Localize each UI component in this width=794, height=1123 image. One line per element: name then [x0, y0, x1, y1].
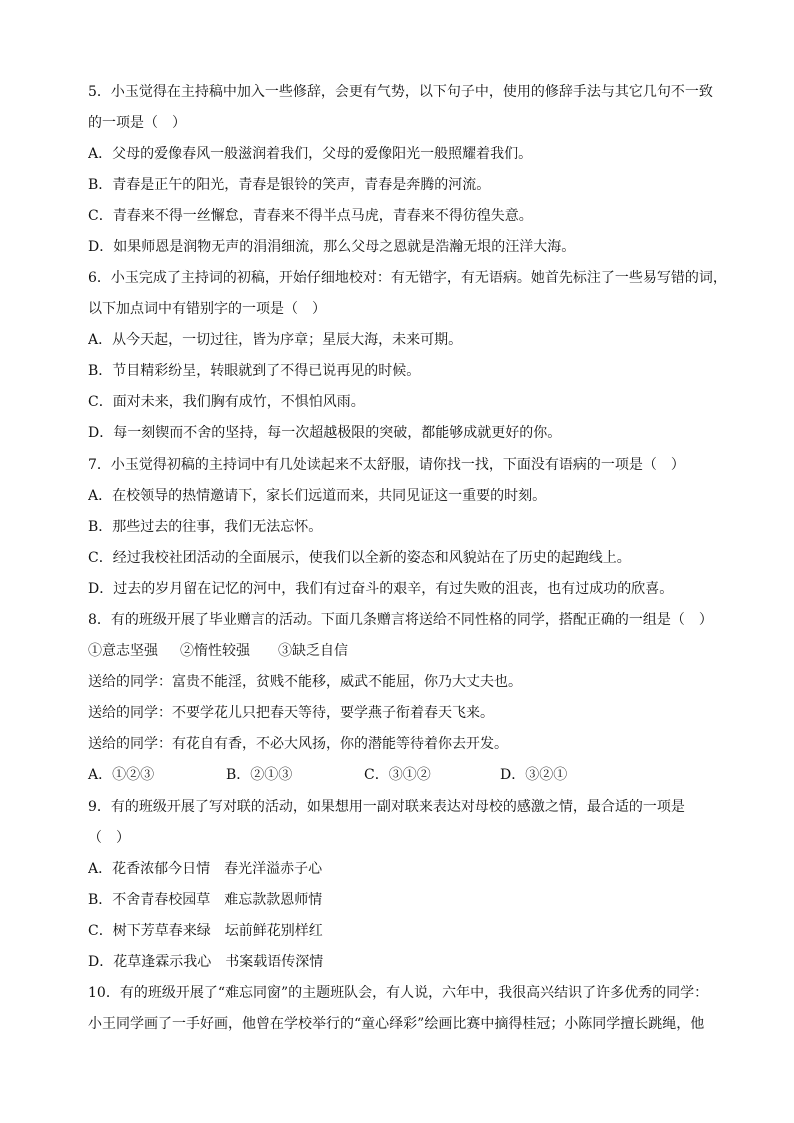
q8-traits-row: [88, 641, 728, 661]
q8-trait-3: ③缺乏自信: [278, 643, 348, 659]
q6-stem-line2: 以下加点词中有错别字的一项是（ ）: [88, 301, 326, 317]
q9-option-a: A．花香浓郁今日情 春光洋溢赤子心: [88, 861, 323, 877]
q8-saying-2: 送给的同学：不要学花儿只把春天等待，要学燕子衔着春天飞来。: [88, 705, 494, 721]
q5-stem-line1: 5．小玉觉得在主持稿中加入一些修辞，会更有气势，以下句子中，使用的修辞手法与其它几句不一致: [88, 84, 713, 100]
q8-option-a: A．①②③: [88, 767, 155, 783]
q5-option-d: D．如果师恩是润物无声的涓涓细流，那么父母之恩就是浩瀚无垠的汪洋大海。: [88, 239, 576, 255]
q6-option-b: B．节目精彩纷呈，转眼就到了不得已说再见的时候。: [88, 363, 421, 379]
q8-options-row: [88, 765, 728, 785]
q5-option-b: B．青春是正午的阳光，青春是银铃的笑声，青春是奔腾的河流。: [88, 177, 491, 193]
q5-option-a: A．父母的爱像春风一般滋润着我们，父母的爱像阳光一般照耀着我们。: [88, 146, 533, 162]
q9-stem-line2: （ ）: [88, 830, 130, 846]
q8-trait-1: ①意志坚强: [88, 643, 158, 659]
q7-option-d: D．过去的岁月留在记忆的河中，我们有过奋斗的艰辛，有过失败的沮丧，也有过成功的欣喜。: [88, 581, 674, 597]
q5-stem-line2: 的一项是（ ）: [88, 115, 186, 131]
q8-option-b: B．②①③: [226, 767, 293, 783]
q10-stem-line2: 小王同学画了一手好画，他曾在学校举行的“童心绎彩”绘画比赛中摘得桂冠；小陈同学擅长跳绳，他: [88, 1016, 705, 1032]
q10-stem-line1: 10．有的班级开展了“难忘同窗”的主题班队会，有人说，六年中，我很高兴结识了许多优秀的同学：: [88, 985, 709, 1001]
q6-option-c: C．面对未来，我们胸有成竹，不惧怕风雨。: [88, 394, 365, 410]
q9-option-d: D．花草逢霖示我心 书案载语传深情: [88, 954, 324, 970]
q7-option-a: A．在校领导的热情邀请下，家长们远道而来，共同见证这一重要的时刻。: [88, 488, 547, 504]
q6-option-d: D．每一刻锲而不舍的坚持，每一次超越极限的突破，都能够成就更好的你。: [88, 425, 562, 441]
q9-stem-line1: 9．有的班级开展了写对联的活动，如果想用一副对联来表达对母校的感激之情，最合适的一项是: [88, 799, 685, 815]
q8-trait-2: ②惰性较强: [180, 643, 250, 659]
q9-option-b: B．不舍青春校园草 难忘款款恩师情: [88, 892, 323, 908]
q5-option-c: C．青春来不得一丝懈怠，青春来不得半点马虎，青春来不得彷徨失意。: [88, 208, 533, 224]
q7-option-b: B．那些过去的往事，我们无法忘怀。: [88, 519, 323, 535]
q8-stem-line1: 8．有的班级开展了毕业赠言的活动。下面几条赠言将送给不同性格的同学，搭配正确的一组是（ ）: [88, 612, 713, 628]
q9-option-c: C．树下芳草春来绿 坛前鲜花别样红: [88, 923, 323, 939]
q7-stem-line1: 7．小玉觉得初稿的主持词中有几处读起来不太舒服，请你找一找，下面没有语病的一项是（ ）: [88, 457, 685, 473]
q8-saying-3: 送给的同学：有花自有香，不必大风扬，你的潜能等待着你去开发。: [88, 736, 508, 752]
q8-option-c: C．③①②: [364, 767, 431, 783]
q6-option-a: A．从今天起，一切过往，皆为序章；星辰大海，未来可期。: [88, 332, 463, 348]
q7-option-c: C．经过我校社团活动的全面展示，使我们以全新的姿态和风貌站在了历史的起跑线上。: [88, 550, 631, 566]
q8-saying-1: 送给的同学：富贵不能淫，贫贱不能移，威武不能屈，你乃大丈夫也。: [88, 674, 522, 690]
q8-option-d: D．③②①: [500, 767, 568, 783]
q6-stem-line1: 6．小玉完成了主持词的初稿，开始仔细地校对：有无错字，有无语病。她首先标注了一些易写错的词，: [88, 270, 727, 286]
